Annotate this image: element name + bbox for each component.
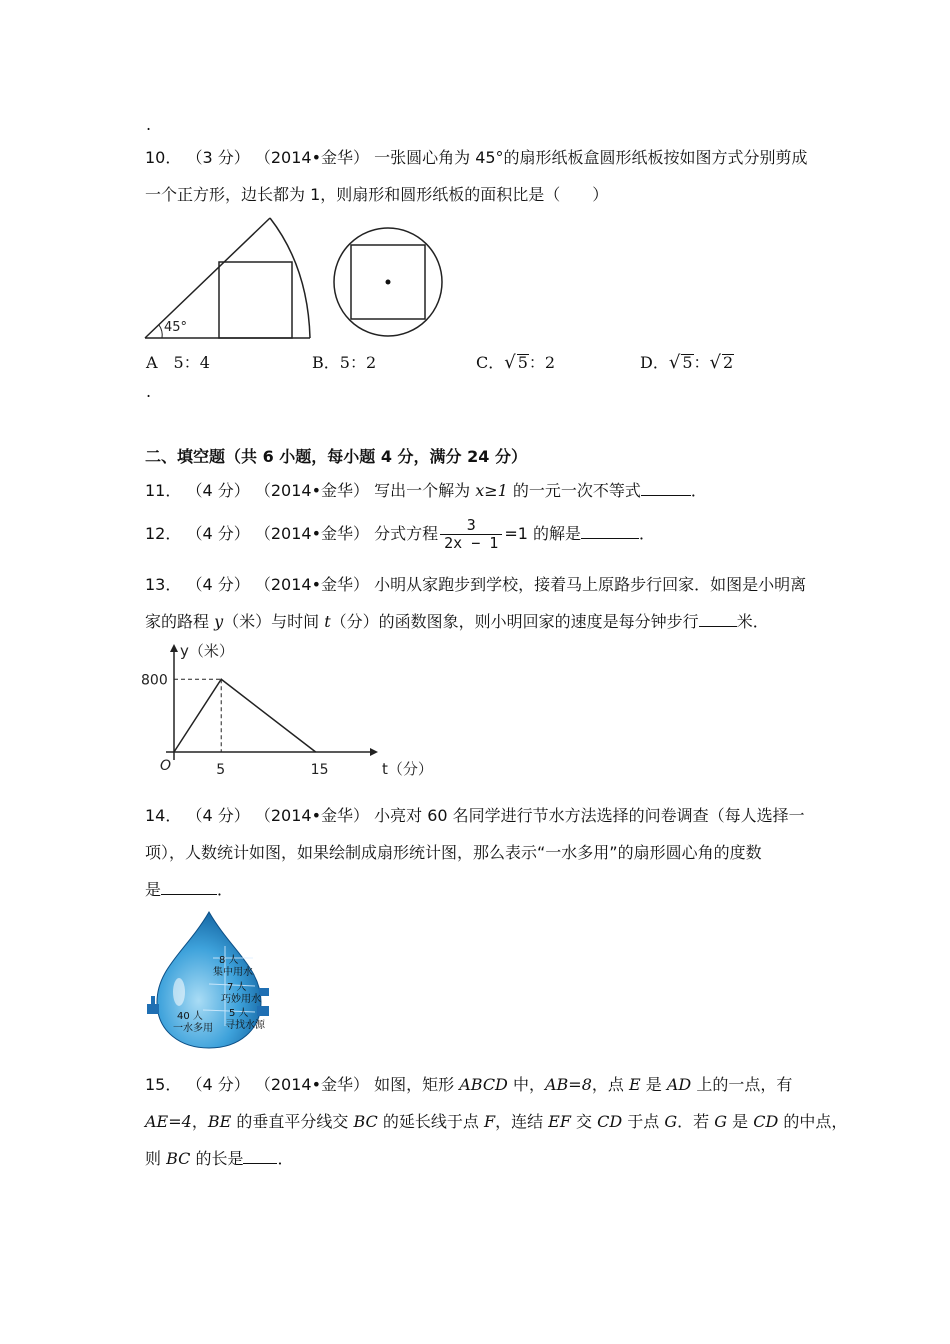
q15-m: BC (353, 1112, 378, 1131)
q15-m: ABCD (459, 1075, 508, 1094)
q13-text-2b: （米）与时间 (223, 612, 325, 631)
q10-option-b: B．5：2 (312, 353, 377, 372)
q14-text-1: 小亮对 60 名同学进行节水方法选择的问卷调查（每人选择一 (374, 806, 805, 825)
q13-score: （4 分） (186, 575, 250, 594)
q15-number: 15． (145, 1075, 182, 1094)
drop-highlight (173, 978, 185, 1006)
q12-number: 12． (145, 524, 182, 543)
q15-m: E (628, 1075, 641, 1094)
q11-answer-blank[interactable] (641, 480, 691, 496)
q15-t: 于点 (622, 1112, 665, 1131)
q15-m: BC (166, 1149, 191, 1168)
q15-source: （2014•金华） (254, 1075, 370, 1094)
q12-line (145, 517, 655, 552)
q15-t: ， (191, 1112, 208, 1131)
q10-option-d-label: D． (640, 353, 669, 372)
q13-source: （2014•金华） (254, 575, 370, 594)
q15-t: 交 (570, 1112, 598, 1131)
q13-text-1: 小明从家跑步到学校，接着马上原路步行回家．如图是小明离 (374, 575, 807, 594)
q11-text-a: 写出一个解为 (374, 481, 476, 500)
q13-line-2 (145, 611, 769, 633)
section-2-title: 二、填空题（共 6 小题，每小题 4 分，满分 24 分） (145, 447, 527, 466)
q15-t: ，点 (591, 1075, 629, 1094)
q15-line-2 (145, 1111, 847, 1133)
q10-option-a: A 5：4 (146, 353, 210, 372)
q14-end: ． (217, 880, 234, 899)
q11-text-b: 的一元一次不等式 (507, 481, 641, 500)
q10-score: （3 分） (186, 148, 250, 167)
q15-m: CD (597, 1112, 623, 1131)
q10-option-d-sep: ： (693, 353, 710, 372)
drop-s4-name: 一水多用 (173, 1023, 213, 1034)
q15-m: G (664, 1112, 678, 1131)
q11-score: （4 分） (186, 481, 250, 500)
q15-t: ，连结 (495, 1112, 549, 1131)
q13-text-2a: 家的路程 (145, 612, 215, 631)
sqrt-icon: √ (504, 352, 516, 373)
angle-label: 45° (164, 320, 188, 335)
q10-option-c (476, 350, 555, 373)
y-tick-label: 800 (141, 672, 168, 689)
q14-text-3: 是 (145, 880, 162, 899)
q15-m: AE=4 (145, 1112, 192, 1131)
q15-t: 是 (640, 1075, 667, 1094)
q15-answer-blank[interactable] (243, 1148, 277, 1164)
q15-m: BE (207, 1112, 232, 1131)
q12-text-a: 分式方程 (374, 524, 439, 543)
q15-line-1 (145, 1074, 792, 1096)
y-axis-label: y（米） (180, 642, 234, 660)
q10-option-c-tail: ：2 (528, 353, 556, 372)
q10-option-d (640, 350, 734, 373)
q13-answer-blank[interactable] (699, 611, 737, 627)
q10-option-d-radicand-2: 2 (723, 353, 734, 372)
q15-m: AD (666, 1075, 692, 1094)
q11-math: x≥1 (475, 481, 508, 500)
q12-source: （2014•金华） (254, 524, 370, 543)
q10-option-d-radicand-1: 5 (682, 353, 693, 372)
q12-score: （4 分） (186, 524, 250, 543)
q14-score: （4 分） (186, 806, 250, 825)
q10-option-c-radicand: 5 (517, 353, 528, 372)
x-axis-arrow-icon (370, 748, 378, 756)
q10-source: （2014•金华） (254, 148, 370, 167)
q12-frac-denominator: 2x − 1 (444, 534, 499, 552)
q12-end: ． (639, 524, 656, 543)
q10-line-2: 一个正方形，边长都为 1，则扇形和圆形纸板的面积比是（ ） (145, 185, 609, 204)
q15-t: 的长是 (190, 1149, 244, 1168)
x-axis-label: t（分） (382, 760, 433, 778)
q15-m: AB=8 (544, 1075, 592, 1094)
q14-source: （2014•金华） (254, 806, 370, 825)
q13-number: 13． (145, 575, 182, 594)
q15-line-3 (145, 1148, 294, 1170)
q13-text-2c: （分）的函数图象，则小明回家的速度是每分钟步行 (330, 612, 699, 631)
drop-s2-count: 7 人 (227, 982, 247, 993)
q15-t: 上的一点，有 (691, 1075, 793, 1094)
q14-water-drop-figure (143, 906, 273, 1050)
q11-end: ． (690, 481, 707, 500)
q14-line-2: 项），人数统计如图，如果绘制成扇形统计图，那么表示“一水多用”的扇形圆心角的度数 (145, 843, 762, 862)
q14-line-3 (145, 879, 233, 901)
q15-t: 的垂直平分线交 (231, 1112, 354, 1131)
q15-m: CD (753, 1112, 779, 1131)
q15-score: （4 分） (186, 1075, 250, 1094)
q15-t: 的中点， (778, 1112, 848, 1131)
q12-frac-numerator: 3 (440, 517, 502, 535)
x-tick-label: 15 (310, 762, 329, 778)
q15-m: F (483, 1112, 496, 1131)
q14-answer-blank[interactable] (161, 879, 217, 895)
q13-line-1 (145, 574, 806, 596)
q11-number: 11． (145, 481, 182, 500)
series-line (174, 679, 316, 752)
drop-s2-name: 巧妙用水 (221, 994, 261, 1005)
q12-answer-blank[interactable] (581, 523, 639, 539)
q14-line-1 (145, 805, 805, 827)
q15-t: ．若 (677, 1112, 715, 1131)
drop-s1-count: 8 人 (219, 955, 239, 966)
origin-label: O (160, 758, 172, 774)
q10-figure (140, 212, 450, 344)
circle-figure (334, 228, 442, 336)
q12-text-b: =1 的解是 (504, 524, 581, 543)
q13-var-t: t (324, 612, 331, 631)
y-axis-arrow-icon (170, 644, 178, 652)
q15-t: 是 (727, 1112, 754, 1131)
q15-end: ． (277, 1149, 294, 1168)
drop-s3-name: 寻找水源 (225, 1020, 265, 1031)
q15-t: 中， (507, 1075, 545, 1094)
q10-line-1 (145, 147, 808, 169)
sqrt-icon: √ (709, 352, 722, 373)
q10-text-1: 一张圆心角为 45°的扇形纸板盒圆形纸板按如图方式分别剪成 (374, 148, 808, 167)
q15-t: 的延长线于点 (377, 1112, 484, 1131)
q13-text-2d: 米． (736, 612, 769, 631)
drop-s1-name: 集中用水 (213, 967, 253, 978)
top-dot: . (146, 115, 152, 134)
q11-line (145, 480, 707, 502)
q12-fraction (440, 517, 502, 552)
q15-m: G (714, 1112, 728, 1131)
drop-s3-count: 5 人 (229, 1008, 249, 1019)
q15-t: 如图，矩形 (374, 1075, 460, 1094)
drop-s4-count: 40 人 (177, 1011, 203, 1022)
q11-source: （2014•金华） (254, 481, 370, 500)
q10-number: 10． (145, 148, 182, 167)
sector-figure (145, 218, 310, 338)
q10-end-dot: . (146, 382, 152, 401)
q13-chart (138, 636, 433, 786)
q10-option-c-label: C． (476, 353, 505, 372)
q15-m: EF (548, 1112, 571, 1131)
x-tick-label: 5 (216, 762, 226, 778)
q13-var-y: y (214, 612, 224, 631)
q15-t: 则 (145, 1149, 167, 1168)
q14-number: 14． (145, 806, 182, 825)
sqrt-icon: √ (668, 352, 681, 373)
